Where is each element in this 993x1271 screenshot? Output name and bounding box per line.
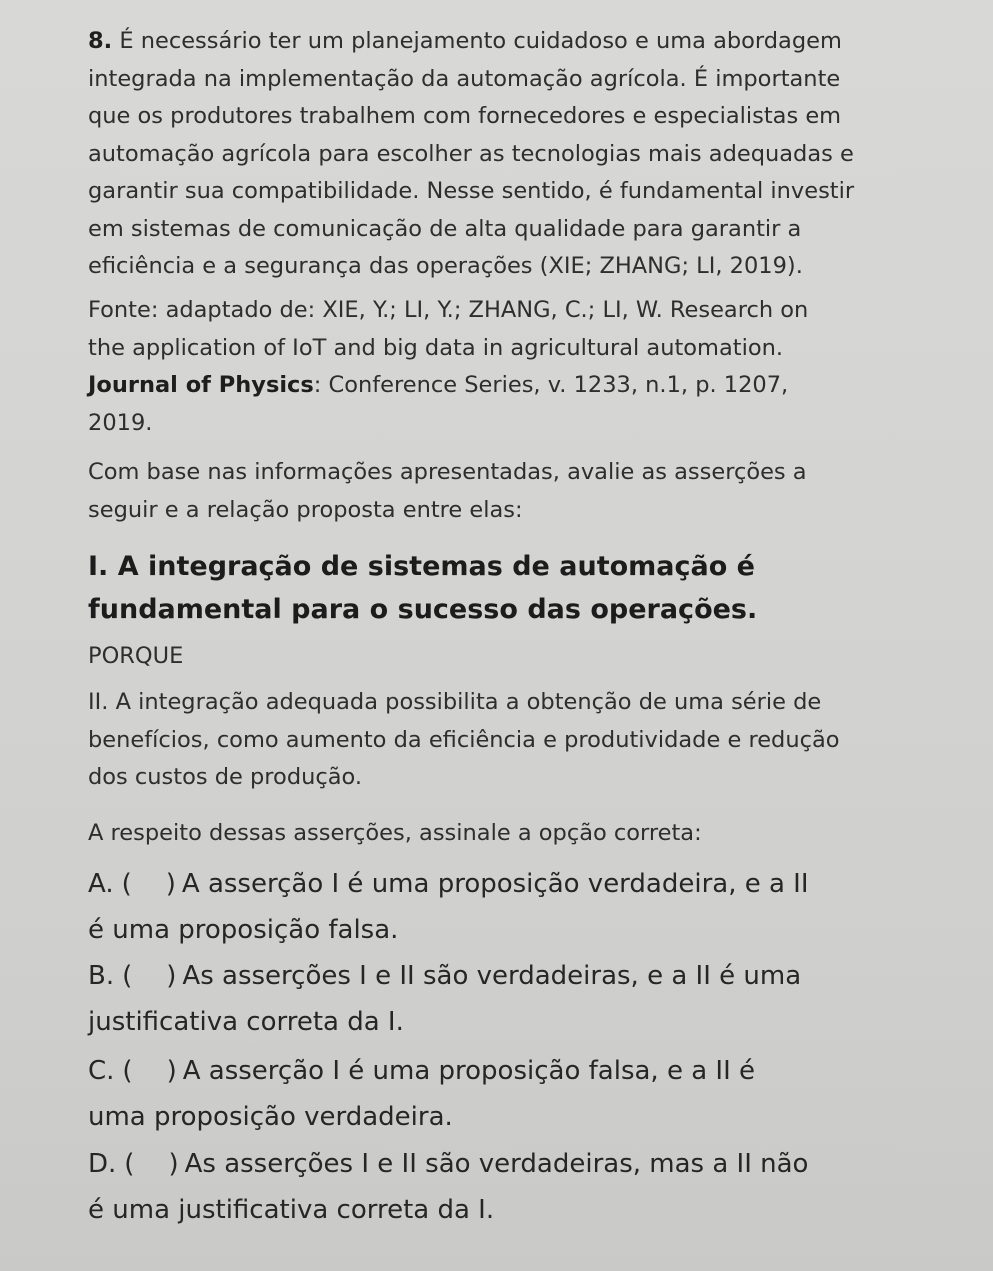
source-line-1: Fonte: adaptado de: XIE, Y.; LI, Y.; ZHANG, C.; LI, W. Research on: [88, 297, 809, 323]
assertion-2: [88, 684, 968, 797]
question-intro: [88, 23, 968, 286]
option-b-checkbox-close[interactable]: ): [166, 961, 177, 991]
option-a-text-1: A asserção I é uma proposição verdadeira, e a II: [181, 869, 809, 899]
option-c-checkbox-open[interactable]: (: [122, 1056, 133, 1086]
intro-line-7: eficiência e a segurança das operações (XIE; ZHANG; LI, 2019).: [88, 253, 803, 279]
connector-text: PORQUE: [88, 643, 184, 669]
option-a-checkbox-open[interactable]: (: [121, 869, 132, 899]
option-b-letter: B.: [88, 961, 115, 991]
instruction: [88, 454, 968, 529]
option-a-letter: A.: [88, 869, 114, 899]
intro-line-6: em sistemas de comunicação de alta qualidade para garantir a: [88, 215, 802, 242]
intro-line-5: garantir sua compatibilidade. Nesse sentido, é fundamental investir: [88, 178, 855, 204]
option-d-checkbox-close[interactable]: ): [168, 1149, 179, 1179]
intro-line-1: 8. É necessário ter um planejamento cuidadoso e uma abordagem: [88, 28, 842, 54]
option-c[interactable]: [88, 1048, 988, 1140]
option-d-letter: D.: [88, 1149, 117, 1179]
instruction-line-2: seguir e a relação proposta entre elas:: [88, 496, 523, 523]
source-line-3: Journal of Physics: Conference Series, v. 1233, n.1, p. 1207,: [88, 372, 789, 398]
option-b-text-1: As asserções I e II são verdadeiras, e a II é uma: [182, 961, 802, 991]
answer-prompt: [88, 815, 968, 853]
assertion-2-line-1: II. A integração adequada possibilita a obtenção de uma série de: [88, 689, 822, 715]
option-d[interactable]: [88, 1141, 988, 1233]
option-c-checkbox-close[interactable]: ): [166, 1056, 177, 1086]
option-b-text-2: justificativa correta da I.: [88, 1007, 404, 1037]
source-citation: [88, 292, 968, 442]
option-a-checkbox-close[interactable]: ): [165, 869, 176, 899]
option-d-text-2: é uma justificativa correta da I.: [88, 1195, 495, 1225]
assertion-1-line-2: fundamental para o sucesso das operações.: [88, 594, 758, 625]
option-d-text-1: As asserções I e II são verdadeiras, mas a II não: [184, 1149, 809, 1179]
source-line-2: the application of IoT and big data in agricultural automation.: [88, 334, 783, 361]
option-c-text-2: uma proposição verdadeira.: [88, 1102, 453, 1132]
journal-name: Journal of Physics: [88, 372, 314, 398]
intro-line-4: automação agrícola para escolher as tecnologias mais adequadas e: [88, 140, 854, 167]
option-a[interactable]: [88, 861, 988, 953]
source-year: 2019.: [88, 409, 153, 436]
intro-line-3: que os produtores trabalhem com fornecedores e especialistas em: [88, 103, 842, 129]
intro-line-2: integrada na implementação da automação agrícola. É importante: [88, 65, 841, 92]
assertion-2-line-2: benefícios, como aumento da eficiência e produtividade e redução: [88, 726, 840, 753]
instruction-line-1: Com base nas informações apresentadas, avalie as asserções a: [88, 459, 807, 485]
connector: [88, 638, 968, 676]
option-b[interactable]: [88, 953, 988, 1045]
option-a-text-2: é uma proposição falsa.: [88, 915, 399, 945]
question-number: 8.: [88, 28, 113, 54]
option-c-text-1: A asserção I é uma proposição falsa, e a II é: [182, 1056, 756, 1086]
option-c-letter: C.: [88, 1056, 115, 1086]
option-b-checkbox-open[interactable]: (: [122, 961, 133, 991]
assertion-1-line-1: I. A integração de sistemas de automação é: [88, 551, 755, 582]
option-d-checkbox-open[interactable]: (: [124, 1149, 135, 1179]
prompt-text: A respeito dessas asserções, assinale a opção correta:: [88, 820, 702, 846]
assertion-1: [88, 545, 968, 631]
assertion-2-line-3: dos custos de produção.: [88, 764, 363, 790]
